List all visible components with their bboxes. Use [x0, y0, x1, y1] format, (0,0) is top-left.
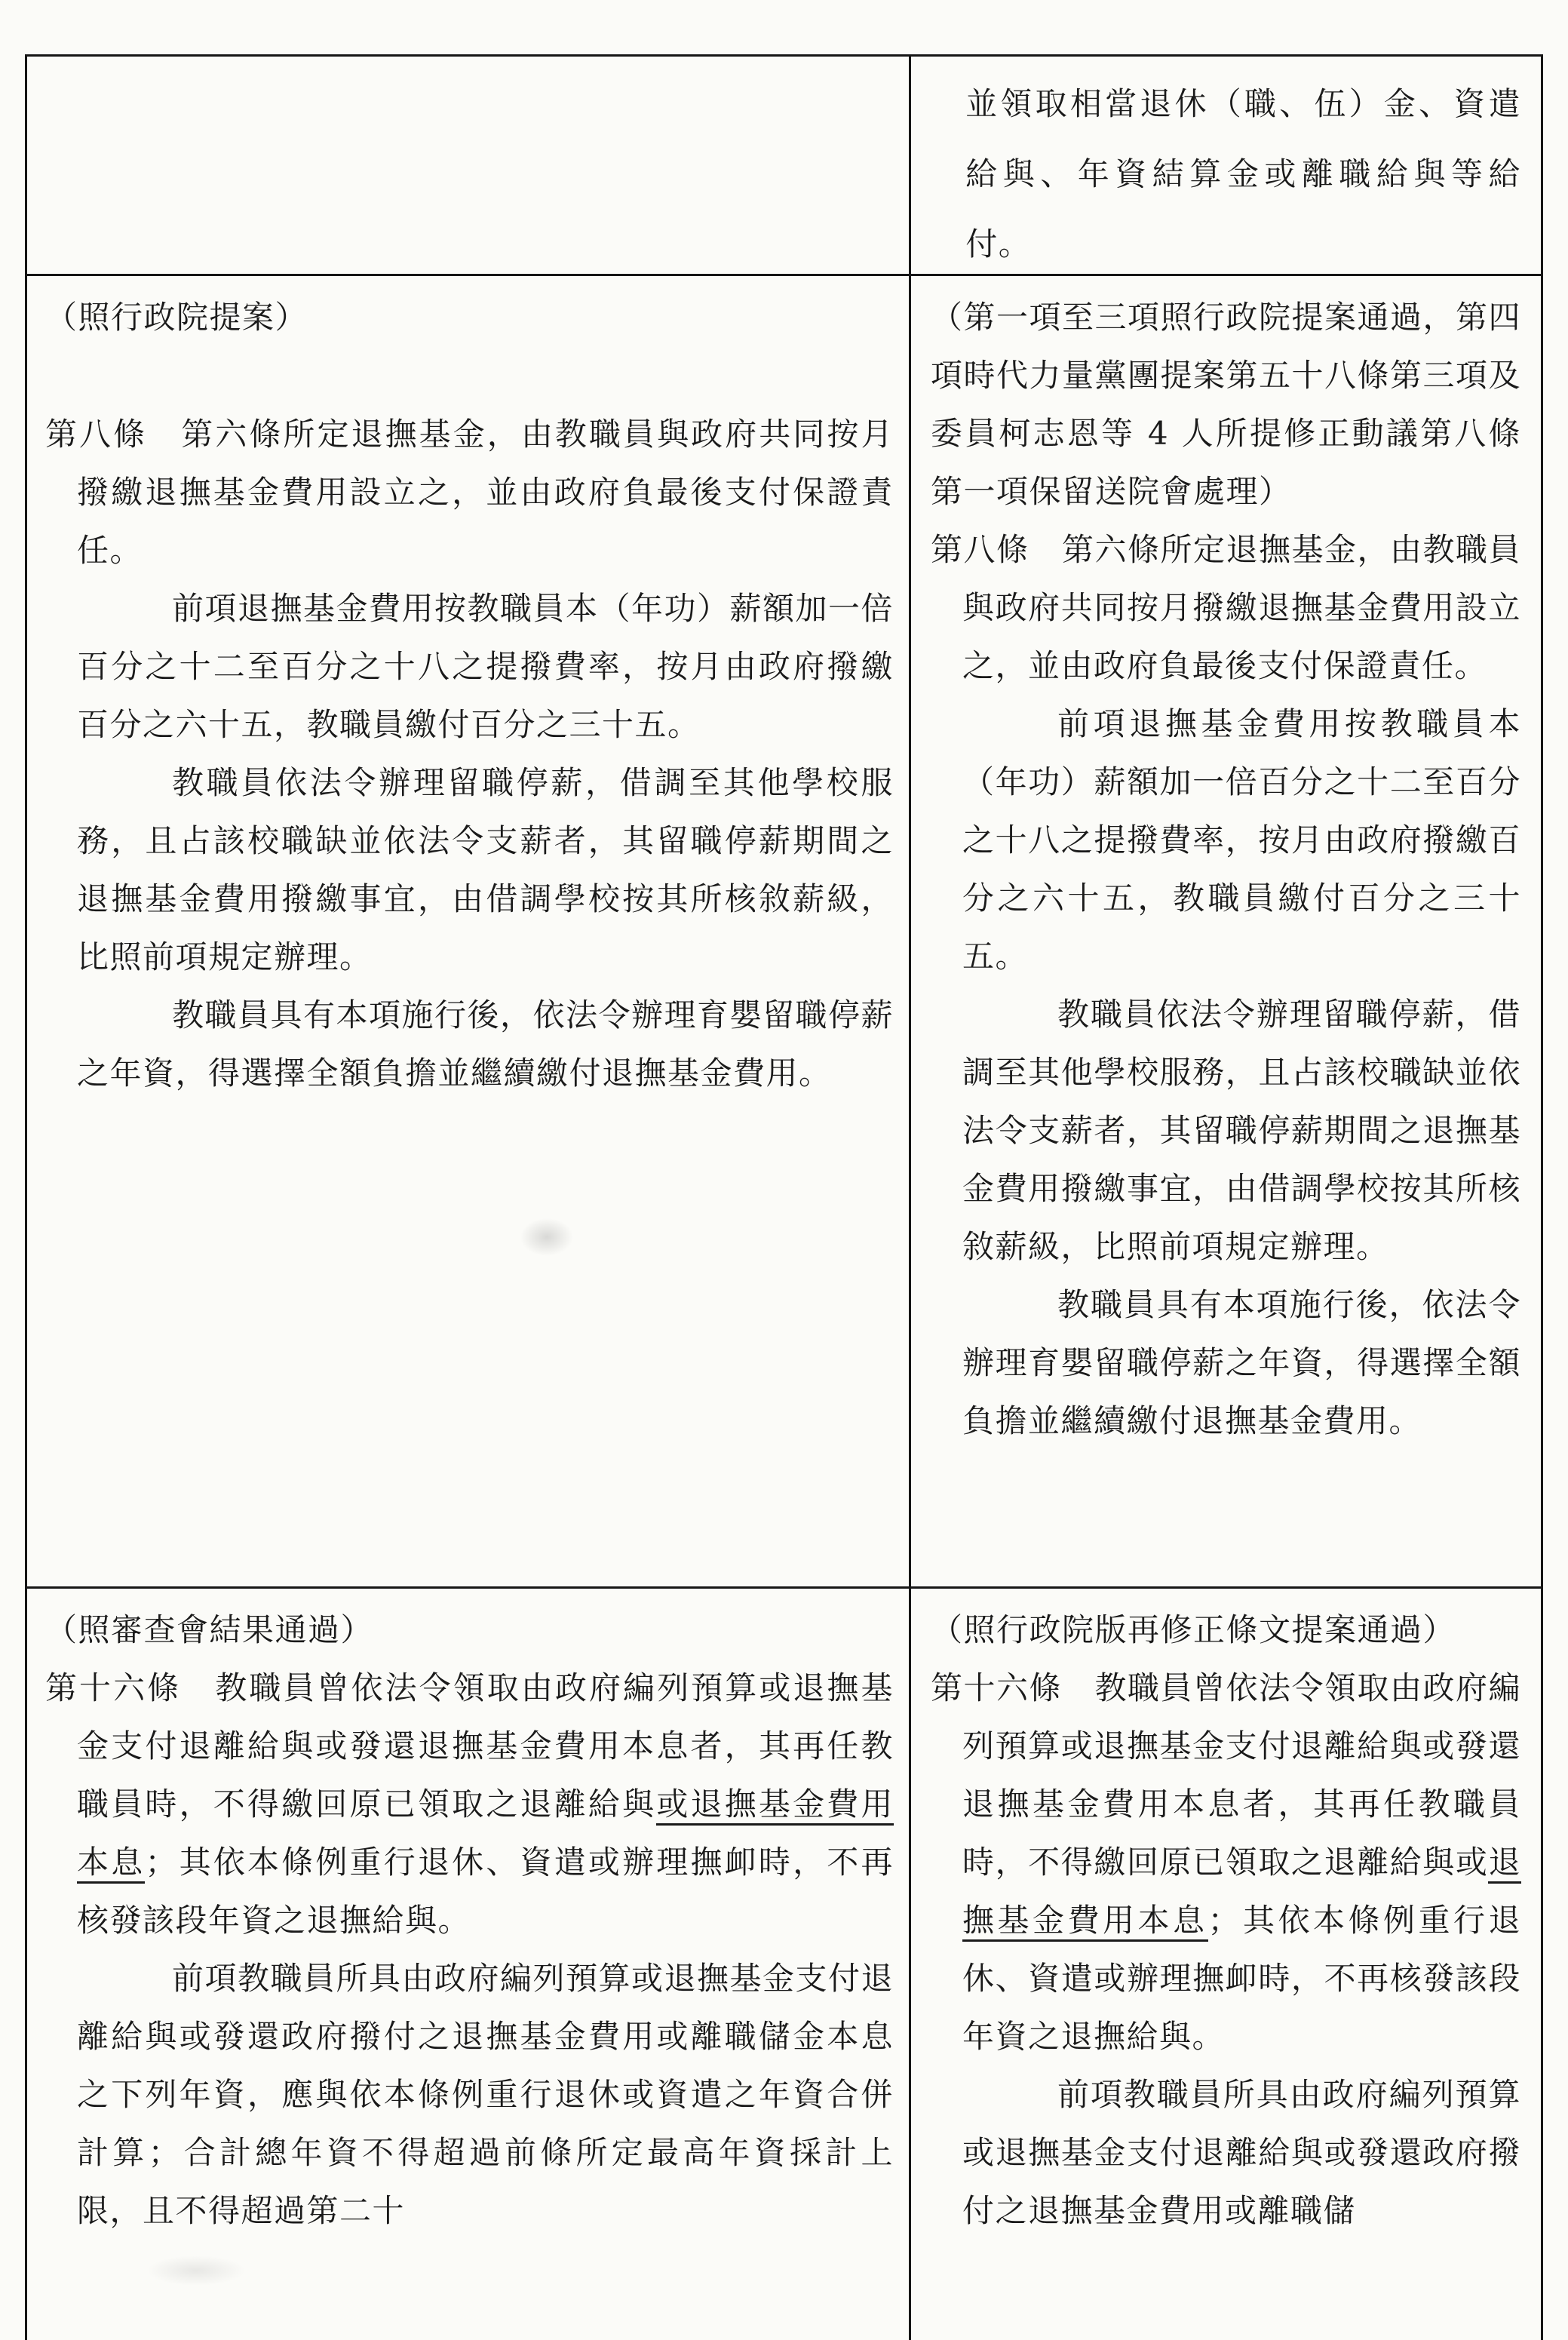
- paragraph-text: 第十六條 教職員曾依法令領取由政府編列預算或退撫基金支付退離給與或發還退撫基金費用本息者，其再任教職員時，不得繳回原已領取之退離給與: [45, 1669, 894, 1823]
- note-label: （照行政院提案）: [45, 299, 308, 336]
- cell-row1-right: [911, 57, 1541, 274]
- article-paragraph: 教職員依法令辦理留職停薪，借調至其他學校服務，且占該校職缺並依法令支薪者，其留職停薪期間之退撫基金費用撥繳事宜，由借調學校按其所核敘薪級，比照前項規定辦理。: [77, 764, 894, 975]
- note-label: （第一項至三項照行政院提案通過，第四項時代力量黨團提案第五十八條第三項及委員柯志恩等 4 人所提修正動議第八條第一項保留送院會處理）: [931, 299, 1522, 510]
- cell-article8-right: [911, 276, 1541, 1586]
- article-paragraph: [45, 1659, 894, 1949]
- article-paragraph: 教職員具有本項施行後，依法令辦理育嬰留職停薪之年資，得選擇全額負擔並繼續繳付退撫基金費用。: [962, 1286, 1521, 1439]
- note-label: （照行政院版再修正條文提案通過）: [931, 1611, 1456, 1648]
- note-label: （照審查會結果通過）: [45, 1611, 374, 1648]
- carryover-paragraph: 並領取相當退休（職、伍）金、資遣給與、年資結算金或離職給與等給付。: [965, 85, 1521, 263]
- cell-article8-left: [27, 276, 911, 1586]
- article-paragraph: [931, 1659, 1521, 2065]
- article-paragraph: 第八條 第六條所定退撫基金，由教職員與政府共同按月撥繳退撫基金費用設立之，並由政府負最後支付保證責任。: [931, 531, 1522, 684]
- article-paragraph: 教職員依法令辦理留職停薪，借調至其他學校服務，且占該校職缺並依法令支薪者，其留職停薪期間之退撫基金費用撥繳事宜，由借調學校按其所核敘薪級，比照前項規定辦理。: [962, 996, 1521, 1265]
- cell-article16-right: [911, 1589, 1541, 2340]
- cell-row1-left-empty: [27, 57, 911, 274]
- table-row-article-8: [27, 276, 1541, 1589]
- paragraph-text: ；其依本條例重行退休、資遣或辦理撫卹時，不再核發該段年資之退撫給與。: [962, 1902, 1521, 2055]
- comparison-table: [25, 54, 1543, 2340]
- article-paragraph: 教職員具有本項施行後，依法令辦理育嬰留職停薪之年資，得選擇全額負擔並繼續繳付退撫基金費用。: [77, 996, 894, 1092]
- paragraph-text: ；其依本條例重行退休、資遣或辦理撫卹時，不再核發該段年資之退撫給與。: [77, 1844, 894, 1939]
- article-paragraph: 第八條 第六條所定退撫基金，由教職員與政府共同按月撥繳退撫基金費用設立之，並由政府負最後支付保證責任。: [45, 416, 894, 569]
- cell-article16-left: [27, 1589, 911, 2340]
- underlined-text: 退撫基金費用本息: [962, 1844, 1521, 1942]
- article-paragraph: 前項教職員所具由政府編列預算或退撫基金支付退離給與或發還政府撥付之退撫基金費用或離職儲: [962, 2076, 1521, 2229]
- article-paragraph: 前項退撫基金費用按教職員本（年功）薪額加一倍百分之十二至百分之十八之提撥費率，按月由政府撥繳百分之六十五，教職員繳付百分之三十五。: [77, 590, 894, 743]
- paragraph-text: 第十六條 教職員曾依法令領取由政府編列預算或退撫基金支付退離給與或發還退撫基金費用本息者，其再任教職員時，不得繳回原已領取之退離給與或: [931, 1669, 1522, 1881]
- table-row-carryover: [27, 57, 1541, 276]
- table-row-article-16: [27, 1589, 1541, 2340]
- underlined-text: 或退撫基金費用本息: [77, 1786, 894, 1884]
- article-paragraph: 前項教職員所具由政府編列預算或退撫基金支付退離給與或發還政府撥付之退撫基金費用或離職儲金本息之下列年資，應與依本條例重行退休或資遣之年資合併計算；合計總年資不得超過前條所定最高年資採計上限，且不得超過第二十: [77, 1960, 894, 2229]
- article-paragraph: 前項退撫基金費用按教職員本（年功）薪額加一倍百分之十二至百分之十八之提撥費率，按月由政府撥繳百分之六十五，教職員繳付百分之三十五。: [962, 705, 1521, 975]
